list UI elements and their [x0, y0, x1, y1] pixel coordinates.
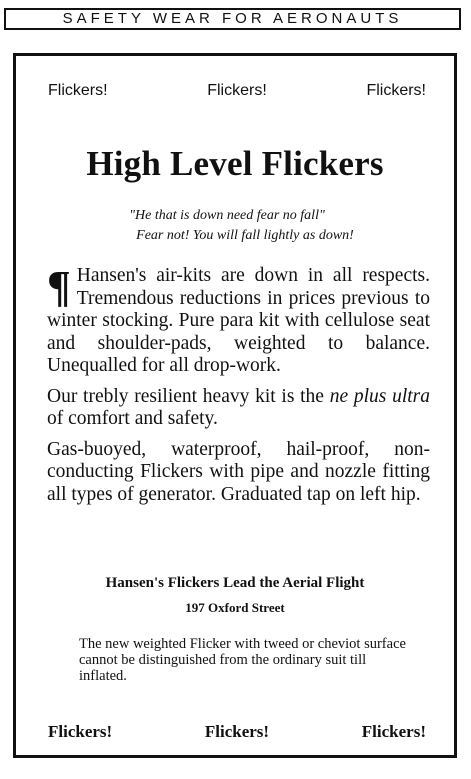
section-header-title: SAFETY WEAR FOR AERONAUTS — [62, 10, 403, 27]
paragraph-2-italic: ne plus ultra — [329, 385, 430, 407]
flickers-callout: Flickers! — [361, 722, 426, 741]
flickers-callout: Flickers! — [48, 82, 108, 99]
ad-body — [47, 262, 430, 514]
flickers-callout: Flickers! — [48, 722, 113, 741]
paragraph-2-end: of comfort and safety. — [47, 408, 218, 429]
paragraph-1-text: Hansen's air-kits are down in all respects. Tremendous reductions in prices previous to winter stocking. Pure para kit with cellulose seat and shoulder-pads, weighted to balance. Unequalled for all drop-work. — [47, 265, 430, 376]
quote-line-1: "He that is down need fear no fall" — [129, 208, 325, 223]
bottom-flickers-row — [16, 722, 454, 742]
ad-address: 197 Oxford Street — [185, 600, 285, 615]
body-paragraph-3: Gas-buoyed, waterproof, hail-proof, non-conducting Flickers with pipe and nozzle fitting all types of generator. Graduated tap on left hip. — [47, 438, 430, 505]
ad-headline: High Level Flickers — [86, 144, 384, 183]
section-header-band — [4, 8, 461, 30]
advertisement-frame — [13, 53, 457, 758]
body-paragraph-2 — [47, 386, 430, 431]
flickers-callout: Flickers! — [366, 82, 426, 99]
ad-tagline: Hansen's Flickers Lead the Aerial Flight — [105, 575, 365, 591]
quote-line-2: Fear not! You will fall lightly as down! — [136, 228, 354, 243]
flickers-callout: Flickers! — [204, 722, 270, 741]
flickers-callout: Flickers! — [207, 82, 267, 99]
body-paragraph-1 — [47, 262, 430, 378]
paragraph-2-start: Our trebly resilient heavy kit is the — [47, 385, 330, 407]
ad-note: The new weighted Flicker with tweed or cheviot surface cannot be distinguished from the ordinary suit till inflated. — [79, 636, 406, 684]
pilcrow-icon: ¶ — [47, 262, 71, 311]
top-flickers-row — [16, 82, 454, 100]
